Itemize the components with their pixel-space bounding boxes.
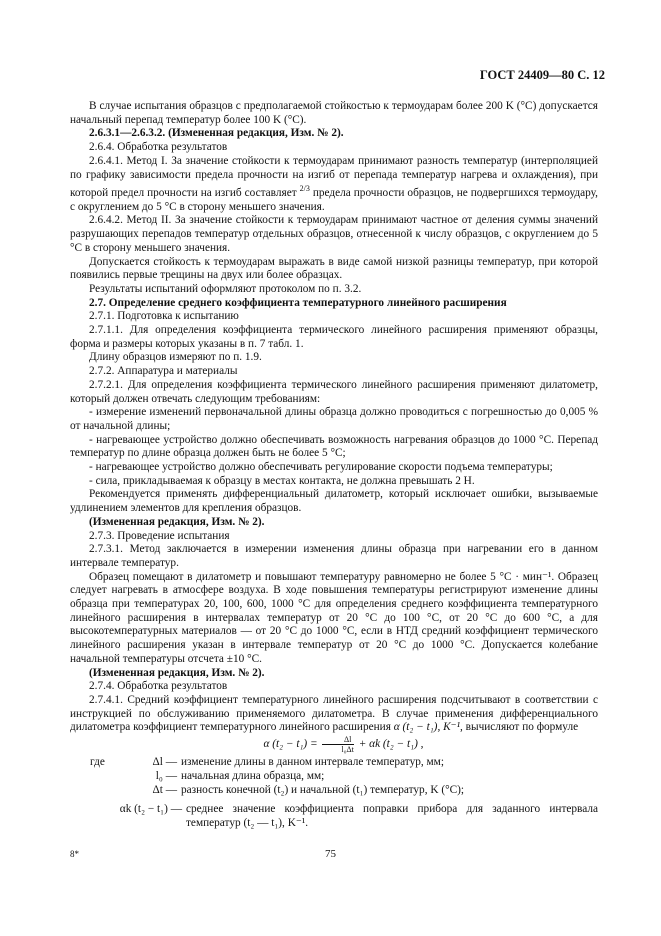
page-header: ГОСТ 24409—80 С. 12	[479, 68, 605, 82]
definition-row	[70, 784, 464, 798]
definition-row	[70, 756, 464, 770]
fraction-two-thirds: 2/3	[299, 184, 310, 194]
section-heading: 2.7.1. Подготовка к испытанию	[89, 310, 239, 323]
definition-row	[70, 770, 464, 784]
paragraph: 2.7.2.1. Для определения коэффициента термического линейного расширения применяют дилатометр, который должен отвечать следующим требованиям:	[70, 378, 598, 405]
paragraph: Образец помещают в дилатометр и повышают температуру равномерно не более 5 °С · мин⁻¹. Образец следует нагревать в атмосфере воздуха. В ходе повышения температуры регистрируют изменение длины образца при температурах 20, 100, 600, 1000 °С для определения среднего коэффициента температурного линейного расширения в интервалах температур от 20 °С до 100 °С, от 20 °С до 600 °С, а для высокотемпературных материалов — от 20 °С до 1000 °С, если в НТД средний коэффициент термического линейного расширения указан в интервале температур от 20 °С до 1000 °С. Допускается колебание начальной температуры отсчета ±10 °С.	[70, 570, 598, 665]
definition-row	[70, 803, 598, 830]
definition-symbol: l₀ —	[155, 769, 177, 782]
amendment-note: (Измененная редакция, Изм. № 2).	[89, 666, 265, 679]
list-item: - измерение изменений первоначальной длины образца должно проводиться с погрешностью до 0,005 % от начальной длины;	[70, 406, 598, 432]
paragraph: Допускается стойкость к термоударам выражать в виде самой низкой разницы температур, при которой появились первые трещины на двух или более образцах.	[70, 255, 598, 282]
definition-text: начальная длина образца, мм;	[181, 769, 325, 782]
amendment-note: 2.6.3.1—2.6.3.2. (Измененная редакция, Изм. № 2).	[89, 127, 344, 140]
formula-denominator: l₀Δt	[341, 745, 354, 755]
section-heading: 2.7.3. Проведение испытания	[89, 529, 230, 542]
paragraph: 2.7.4.1. Средний коэффициент температурного линейного расширения подсчитывают в соответствии с инструкцией по обслуживанию применяемого дилатометра. В случае применения дифференциального дилатометра коэффициент температурного линейного расширения α (t₂ − t₁), K⁻¹, вычисляют по формуле	[70, 694, 598, 734]
paragraph: Длину образцов измеряют по п. 1.9.	[89, 351, 262, 364]
paragraph: 2.7.3.1. Метод заключается в измерении изменения длины образца при нагревании его в данном интервале температур.	[70, 543, 598, 569]
definitions-table	[70, 756, 464, 797]
paragraph: 2.6.4.1. Метод I. За значение стойкости к термоударам принимают разность температур (интерполяцией по графику зависимости предела прочности на изгиб от перепада температур нагрева и охлаждения), при которой предел прочности на изгиб составляет $^{2/3}$ предела прочности образцов, не подвергшихся термоудару, с округлением до 5 °С в сторону меньшего значения.	[70, 154, 599, 213]
list-item: - сила, прикладываемая к образцу в местах контакта, не должна превышать 2 Н.	[89, 474, 475, 487]
list-item: - нагревающее устройство должно обеспечивать регулирование скорости подъема температуры;	[89, 461, 553, 474]
definition-symbol: Δl —	[152, 756, 177, 769]
definition-text: среднее значение коэффициента поправки прибора для заданного интервала температур (t₂ — t₁), K⁻¹.	[186, 803, 598, 829]
formula-rhs: + αk (t₂ − t₁) ,	[358, 738, 424, 751]
footer-mark: 8*	[70, 849, 79, 859]
section-heading: 2.6.4. Обработка результатов	[89, 141, 228, 154]
paragraph: Результаты испытаний оформляют протоколом по п. 3.2.	[89, 282, 362, 295]
amendment-note: (Измененная редакция, Изм. № 2).	[89, 515, 265, 528]
definition-symbol: Δt —	[152, 783, 177, 796]
list-item: - нагревающее устройство должно обеспечивать возможность нагревания образцов до 1000 °С. Перепад температур по длине образца должен быть не более 5 °С;	[70, 433, 598, 460]
section-heading: 2.7.2. Аппаратура и материалы	[89, 365, 238, 378]
section-title: 2.7. Определение среднего коэффициента температурного линейного расширения	[89, 296, 507, 309]
document-body	[70, 100, 598, 831]
formula-fraction	[322, 735, 353, 754]
alpha-symbol: α (t₂ − t₁), K⁻¹,	[393, 721, 463, 734]
paragraph: 2.6.4.2. Метод II. За значение стойкости к термоударам принимают частное от деления суммы значений разрушающих перепадов температур отдельных образцов, отнесенной к числу образцов, с округлением до 5 °С в сторону меньшего значения.	[70, 214, 598, 254]
paragraph: В случае испытания образцов с предполагаемой стойкостью к термоударам более 200 K (°С) допускается начальный перепад температур более 100 K (°С).	[70, 100, 598, 126]
where-label: где	[90, 756, 105, 769]
paragraph: 2.7.1.1. Для определения коэффициента термического линейного расширения применяют образцы, форма и размеры которых указаны в п. 7 табл. 1.	[70, 324, 598, 350]
formula-lhs: α (t₂ − t₁) =	[263, 738, 318, 751]
definitions-table-last	[70, 803, 598, 830]
formula	[70, 735, 598, 754]
definition-symbol: αk (t₂ − t₁) —	[119, 803, 182, 816]
formula-numerator: Δl	[322, 735, 353, 745]
page-number: 75	[325, 848, 336, 860]
definition-text: изменение длины в данном интервале температур, мм;	[181, 756, 444, 769]
paragraph: Рекомендуется применять дифференциальный дилатометр, который исключает ошибки, вызываемые удлинением элементов для крепления образцов.	[70, 488, 598, 515]
section-heading: 2.7.4. Обработка результатов	[89, 680, 228, 693]
definition-text: разность конечной (t₂) и начальной (t₁) температур, K (°С);	[181, 783, 465, 796]
